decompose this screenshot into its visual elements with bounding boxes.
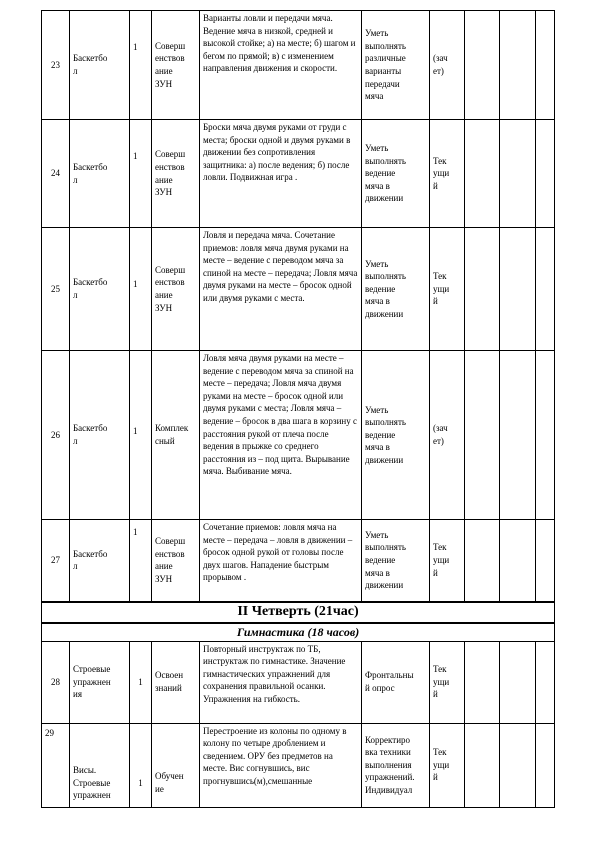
lesson-topic: Баскетбо л bbox=[70, 520, 130, 602]
empty-cell bbox=[500, 228, 536, 351]
empty-cell bbox=[465, 120, 500, 228]
lesson-number: 23 bbox=[42, 11, 70, 120]
lesson-requirements: Уметь выполнять различные варианты передачи мяча bbox=[362, 11, 430, 120]
empty-cell bbox=[465, 351, 500, 520]
lesson-topic: Баскетбо л bbox=[70, 351, 130, 520]
lesson-control: (зач ет) bbox=[430, 11, 465, 120]
table-row bbox=[42, 120, 555, 228]
lesson-control: (зач ет) bbox=[430, 351, 465, 520]
lesson-type: Соверш енствов ание ЗУН bbox=[152, 228, 200, 351]
lesson-requirements: Фронтальны й опрос bbox=[362, 641, 430, 723]
lesson-topic: Висы. Строевые упражнен bbox=[70, 723, 130, 807]
lesson-topic: Строевые упражнен ия bbox=[70, 641, 130, 723]
lesson-hours: 1 bbox=[130, 120, 152, 228]
lesson-content: Варианты ловли и передачи мяча. Ведение мяча в низкой, средней и высокой стойке; а) на месте; б) шагом и бегом по прямой; в) с изменением направления движения и скорости. bbox=[200, 11, 362, 120]
lesson-type: Соверш енствов ание ЗУН bbox=[152, 120, 200, 228]
lesson-content: Ловля мяча двумя руками на месте – ведение с переводом мяча за спиной на месте – передача; Ловля мяча двумя руками на месте – бросок одной или двумя руками с места; Ловля мяча – ведение – бросок в два шага в корзину с расстояния рукой от плеча после ведения в прыжке со среднего расстояния из – под щита. Вырывание мяча. Выбивание мяча. bbox=[200, 351, 362, 520]
lesson-content: Перестроение из колоны по одному в колону по четыре дроблением и сведением. ОРУ без предметов на месте. Вис согнувшись, вис прогнувшись(м),смешанные bbox=[200, 723, 362, 807]
lesson-requirements: Уметь выполнять ведение мяча в движении bbox=[362, 351, 430, 520]
table-row bbox=[42, 723, 555, 807]
lesson-number: 28 bbox=[42, 641, 70, 723]
empty-cell bbox=[465, 228, 500, 351]
lesson-topic: Баскетбо л bbox=[70, 120, 130, 228]
table-row bbox=[42, 11, 555, 120]
empty-cell bbox=[536, 228, 555, 351]
lesson-number: 29 bbox=[42, 723, 70, 807]
lesson-hours: 1 bbox=[130, 11, 152, 120]
empty-cell bbox=[465, 520, 500, 602]
lesson-control: Тек ущи й bbox=[430, 723, 465, 807]
lesson-content: Броски мяча двумя руками от груди с места; броски одной и двумя руками в движении без сопротивления защитника: а) после ведения; б) после ловли. Подвижная игра . bbox=[200, 120, 362, 228]
section-title: Гимнастика (18 часов) bbox=[42, 623, 555, 642]
empty-cell bbox=[465, 641, 500, 723]
lesson-control: Тек ущи й bbox=[430, 520, 465, 602]
lesson-hours: 1 bbox=[130, 641, 152, 723]
lesson-hours: 1 bbox=[130, 520, 152, 602]
empty-cell bbox=[500, 641, 536, 723]
lesson-control: Тек ущи й bbox=[430, 641, 465, 723]
lesson-control: Тек ущи й bbox=[430, 228, 465, 351]
empty-cell bbox=[536, 641, 555, 723]
lesson-topic: Баскетбо л bbox=[70, 228, 130, 351]
empty-cell bbox=[536, 11, 555, 120]
lesson-number: 27 bbox=[42, 520, 70, 602]
lesson-content: Ловля и передача мяча. Сочетание приемов: ловля мяча двумя руками на месте – ведение с переводом мяча за спиной на месте – передача; Ловля мяча двумя руками на месте – бросок одной или двумя руками с места. bbox=[200, 228, 362, 351]
empty-cell bbox=[536, 723, 555, 807]
lesson-number: 24 bbox=[42, 120, 70, 228]
lesson-requirements: Корректиро вка техники выполнения упражнений. Индивидуал bbox=[362, 723, 430, 807]
lesson-plan-table bbox=[41, 10, 555, 808]
lesson-type: Комплек сный bbox=[152, 351, 200, 520]
lesson-type: Соверш енствов ание ЗУН bbox=[152, 520, 200, 602]
empty-cell bbox=[465, 723, 500, 807]
lesson-type: Обучен ие bbox=[152, 723, 200, 807]
lesson-content: Сочетание приемов: ловля мяча на месте – передача – ловля в движении – бросок одной рукой от головы после двух шагов. Нападение быстрым прорывом . bbox=[200, 520, 362, 602]
lesson-hours: 1 bbox=[130, 723, 152, 807]
table-row bbox=[42, 520, 555, 602]
lesson-requirements: Уметь выполнять ведение мяча в движении bbox=[362, 120, 430, 228]
lesson-type: Соверш енствов ание ЗУН bbox=[152, 11, 200, 120]
lesson-content: Повторный инструктаж по ТБ, инструктаж по гимнастике. Значение гимнастических упражнений для сохранения правильной осанки. Упражнения на гибкость. bbox=[200, 641, 362, 723]
empty-cell bbox=[500, 351, 536, 520]
lesson-hours: 1 bbox=[130, 228, 152, 351]
quarter-title: II Четверть (21час) bbox=[42, 602, 555, 623]
lesson-requirements: Уметь выполнять ведение мяча в движении bbox=[362, 228, 430, 351]
table-row bbox=[42, 351, 555, 520]
quarter-header-row bbox=[42, 602, 555, 623]
table-row bbox=[42, 641, 555, 723]
lesson-control: Тек ущи й bbox=[430, 120, 465, 228]
empty-cell bbox=[500, 11, 536, 120]
section-header-row bbox=[42, 623, 555, 642]
lesson-hours: 1 bbox=[130, 351, 152, 520]
lesson-number: 25 bbox=[42, 228, 70, 351]
empty-cell bbox=[500, 120, 536, 228]
lesson-topic: Баскетбо л bbox=[70, 11, 130, 120]
empty-cell bbox=[500, 520, 536, 602]
empty-cell bbox=[500, 723, 536, 807]
table-row bbox=[42, 228, 555, 351]
lesson-type: Освоен знаний bbox=[152, 641, 200, 723]
empty-cell bbox=[536, 520, 555, 602]
lesson-requirements: Уметь выполнять ведение мяча в движении bbox=[362, 520, 430, 602]
empty-cell bbox=[536, 120, 555, 228]
empty-cell bbox=[465, 11, 500, 120]
empty-cell bbox=[536, 351, 555, 520]
lesson-number: 26 bbox=[42, 351, 70, 520]
